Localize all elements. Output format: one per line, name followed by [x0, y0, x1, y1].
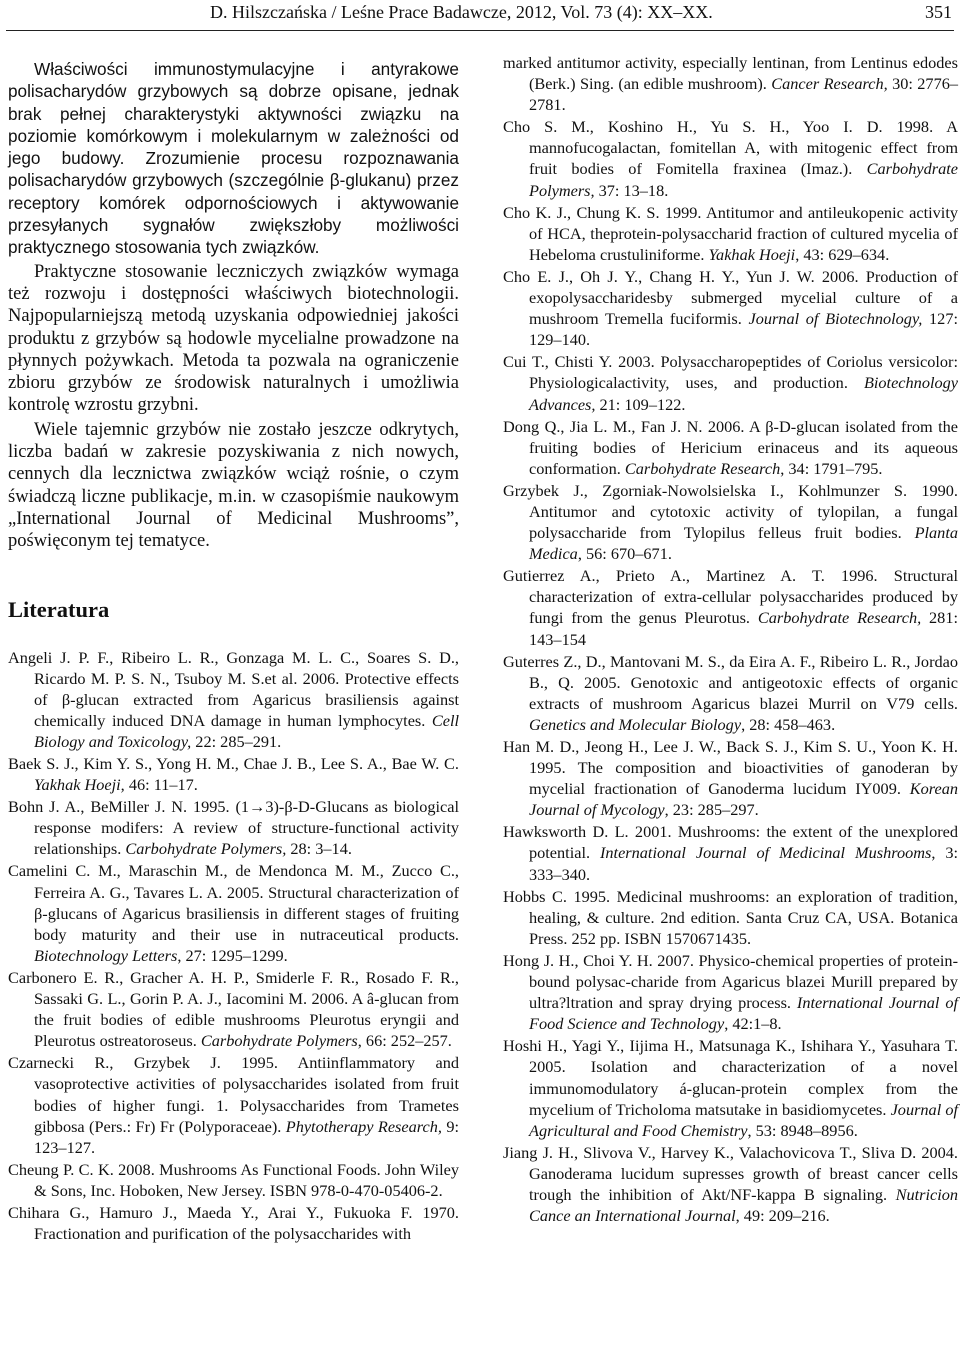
page-number: 351	[925, 2, 952, 22]
reference-item: Bohn J. A., BeMiller J. N. 1995. (1→3)-β-D-Glucans as biological response modifers: A review of structure-functional activity relationships. Carbohydrate Polymers, 28: 3–14.	[8, 797, 459, 859]
reference-item: Jiang J. H., Slivova V., Harvey K., Valachovicova T., Sliva D. 2004. Ganoderama lucidum supresses growth of breast cancer cells trough the inhibition of Akt/NF-kappa B signaling. Nutricion Cance an International Journal, 49: 209–216.	[503, 1142, 958, 1226]
reference-item: Cho K. J., Chung K. S. 1999. Antitumor and antileukopenic activity of HCA, theprotein-polysaccharid fraction of cultured mycelia of Hebeloma crustuliniforme. Yakhak Hoeji, 43: 629–634.	[503, 202, 958, 264]
reference-item: Han M. D., Jeong H., Lee J. W., Back S. J., Kim S. U., Yoon K. H. 1995. The composition and bioactivities of ganoderan by mycelial fractionation of Ganoderma lucidum IY009. Korean Journal of Mycology, 23: 285–297.	[503, 737, 958, 820]
reference-item: Angeli J. P. F., Ribeiro L. R., Gonzaga M. L. C., Soares S. D., Ricardo M. P. S. N., Tsuboy M. S.et al. 2006. Protective effects of β-glucan extracted from Agaricus brasiliensis against chemically induced DNA damage in human lymphocytes. Cell Biology and Toxicology, 22: 285–291.	[8, 647, 459, 751]
page-header	[0, 0, 960, 34]
reference-item: marked antitumor activity, especially lentinan, from Lentinus edodes (Berk.) Sing. (an edible mushroom). Cancer Research, 30: 2776–2781.	[503, 53, 958, 115]
reference-item: Hawksworth D. L. 2001. Mushrooms: the extent of the unexplored potential. International Journal of Medicinal Mushrooms, 3: 333–340.	[503, 822, 959, 884]
reference-item: Hoshi H., Yagi Y., Iijima H., Matsunaga K., Ishihara Y., Yasuhara T. 2005. Isolation and characterization of a novel immunomodulatory á-glucan-protein complex from the mycelium of Tricholoma matsutake in basidiomycetes. Journal of Agricultural and Food Chemistry, 53: 8948–8956.	[503, 1036, 959, 1140]
reference-item: Cheung P. C. K. 2008. Mushrooms As Functional Foods. John Wiley & Sons, Inc. Hoboken, New Jersey. ISBN 978-0-470-05406-2.	[8, 1159, 459, 1200]
reference-item: Dong Q., Jia L. M., Fan J. N. 2006. A β-D-glucan isolated from the fruiting bodies of Hericium erinaceus and its aqueous conformation. Carbohydrate Research, 34: 1791–795.	[503, 416, 958, 478]
reference-item: Carbonero E. R., Gracher A. H. P., Smiderle F. R., Rosado F. R., Sassaki G. L., Gorin P. A. J., Iacomini M. 2006. A â-glucan from the fruit bodies of edible mushrooms Pleurotus eryngii and Pleurotus ostreatoroseus. Carbohydrate Polymers, 66: 252–257.	[8, 967, 459, 1051]
reference-list	[503, 52, 958, 1226]
reference-item: Grzybek J., Zgorniak-Nowolsielska I., Kohlmunzer S. 1990. Antitumor and cytotoxic activity of tylopilan, a fungal polysaccharide from Tylopilus felleus fruit bodies. Planta Medica, 56: 670–671.	[503, 480, 958, 564]
reference-item: Czarnecki R., Grzybek J. 1995. Antiinflammatory and vasoprotective activities of polysaccharides isolated from fruit bodies of higher fungi. 1. Polysaccharides from Trametes gibbosa (Pers.: Fr) Fr (Polyporaceae). Phytotherapy Research, 9: 123–127.	[8, 1053, 459, 1157]
paragraph-text: Zrozumienie procesu rozpoznawania polisacharydów grzybowych (szczególnie β-glukanu) przez receptory komórek odpornościowych i aktywowanie przesyłanych sygnałów zwiększłoby możliwości praktycznego stosowania tych związków.	[8, 148, 459, 258]
reference-item: Chihara G., Hamuro J., Maeda Y., Arai Y., Fukuoka F. 1970. Fractionation and purification of the polysaccharides with	[8, 1202, 459, 1244]
reference-item: Guterres Z., D., Mantovani M. S., da Eira A. F., Ribeiro L. R., Jordao B., Q. 2005. Genotoxic and antigeotoxic effects of organic extracts of mushroom Agaricus blazei Murril on V79 cells. Genetics and Molecular Biology, 28: 458–463.	[503, 651, 958, 734]
reference-item: Baek S. J., Kim Y. S., Yong H. M., Chae J. B., Lee S. A., Bae W. C. Yakhak Hoeji, 46: 11–17.	[8, 754, 459, 795]
section-heading: Literatura	[8, 596, 110, 622]
reference-item: Camelini C. M., Maraschin M., de Mendonca M. M., Zucco C., Ferreira A. G., Tavares L. A. 2005. Structural characterization of β-glucans of Agaricus brasiliensis in different stages of fruiting body maturity and their use in nutraceutical products. Biotechnology Letters, 27: 1295–1299.	[8, 861, 459, 965]
body-paragraph: Praktyczne stosowanie leczniczych związków wymaga też rozwoju i dostępności właściwych biotechnologii. Najpopularniejszą metodą uzyskania odpowiedniej jakości produktu z grzybów są hodowle mycelialne prowadzone na płynnych pożywkach. Metoda ta pozwala na ograniczenie zbioru grzybów ze środowisk naturalnych i umożliwia kontrolę wzrostu grzybni.	[8, 261, 459, 416]
reference-item: Cui T., Chisti Y. 2003. Polysaccharopeptides of Coriolus versicolor: Physiologicalactivity, uses, and production. Biotechnology Advances, 21: 109–122.	[503, 352, 958, 414]
reference-list	[8, 647, 459, 1245]
body-paragraph	[8, 58, 459, 259]
header-rule	[6, 30, 954, 31]
reference-item: Hobbs C. 1995. Medicinal mushrooms: an exploration of tradition, healing, & culture. 2nd edition. Santa Cruz CA, USA. Botanica Press. 252 pp. ISBN 1570671435.	[503, 886, 958, 948]
reference-item: Cho S. M., Koshino H., Yu S. H., Yoo I. D. 1998. A mannofucogalactan, fomitellan A, with mitogenic effect from fruit bodies of Fomitella fraxinea (Imaz.). Carbohydrate Polymers, 37: 13–18.	[503, 117, 958, 200]
right-column	[503, 52, 958, 1227]
reference-item: Gutierrez A., Prieto A., Martinez A. T. 1996. Structural characterization of extra-cellular polysaccharides produced by fungi from the genus Pleurotus. Carbohydrate Research, 281: 143–154	[503, 566, 958, 649]
paragraph-text: Właściwości immunostymulacyjne i antyrakowe polisacharydów grzybowych są dobrze opisane, jednak brak pełnej charakterystyki aktywności związku na poziomie komórkowym i molekularnym w zależności od jego budowy.	[8, 59, 459, 169]
body-paragraph: Wiele tajemnic grzybów nie zostało jeszcze odkrytych, liczba badań w zakresie pozyskiwania z nich nowych, cennych dla lecznictwa związków wciąż rośnie, o czym świadczą liczne publikacje, m.in. w czasopiśmie naukowym „International Journal of Medicinal Mushrooms”, poświęconym tej tematyce.	[8, 419, 459, 552]
reference-item: Cho E. J., Oh J. Y., Chang H. Y., Yun J. W. 2006. Production of exopolysaccharidesby submerged mycelial culture of a mushroom Tremella fuciformis. Journal of Biotechnology, 127: 129–140.	[503, 266, 958, 350]
reference-item: Hong J. H., Choi Y. H. 2007. Physico-chemical properties of protein-bound polysac-charide from Agaricus blazei Murill prepared by ultra?ltration and spray drying process. International Journal of Food Science and Technology, 42:1–8.	[503, 950, 958, 1034]
left-column	[8, 58, 459, 1245]
running-title: D. Hilszczańska / Leśne Prace Badawcze, 2012, Vol. 73 (4): XX–XX.	[210, 2, 713, 22]
